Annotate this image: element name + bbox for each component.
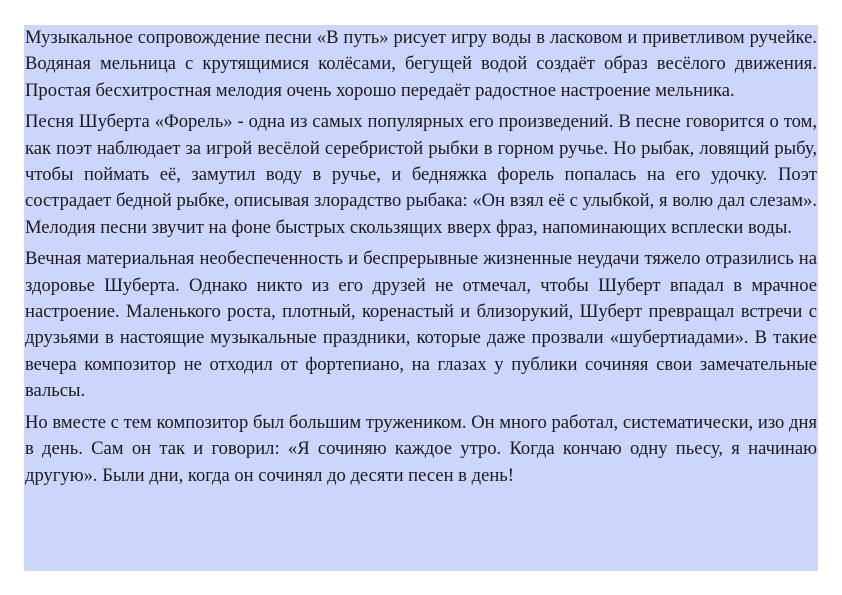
paragraph-trout-song: Песня Шуберта «Форель» - одна из самых популярных его произведений. В песне говорится о том, как поэт наблюдает за игрой весёлой серебристой рыбки в горном ручье. Но рыбак, ловящий рыбу, чтобы поймать её, замутил воду в ручье, и бедняжка форель попалась на его удочку. Поэт сострадает бедной рыбке, описывая злорадство рыбака: «Он взял её с улыбкой, я волю дал слезам». Мелодия песни звучит на фоне быстрых скользящих вверх фраз, напоминающих всплески воды. [25,111,817,238]
paragraph-hard-worker: Но вместе с тем композитор был большим тружеником. Он много работал, систематически, изо дня в день. Сам он так и говорил: «Я сочиняю каждое утро. Когда кончаю одну пьесу, я начинаю другую». Были дни, когда он сочинял до десяти песен в день! [25,411,817,486]
paragraph-mill-song: Музыкальное сопровождение песни «В путь» рисует игру воды в ласковом и приветливом ручейке. Водяная мельница с крутящимися колёсами, бегущей водой создаёт образ весёлого движения. Простая бесхитростная мелодия очень хорошо передаёт радостное настроение мельника. [25,27,817,101]
paragraph-schubertiads: Вечная материальная необеспеченность и беспрерывные жизненные неудачи тяжело отразились на здоровье Шуберта. Однако никто из его друзей не отмечал, чтобы Шуберт впадал в мрачное настроение. Маленького роста, плотный, коренастый и близорукий, Шуберт превращал встречи с друзьями в настоящие музыкальные праздники, которые даже прозвали «шубертиадами». В такие вечера композитор не отходил от фортепиано, на глазах у публики сочиняя свои замечательные вальсы. [25,248,817,402]
text-block [24,25,818,571]
